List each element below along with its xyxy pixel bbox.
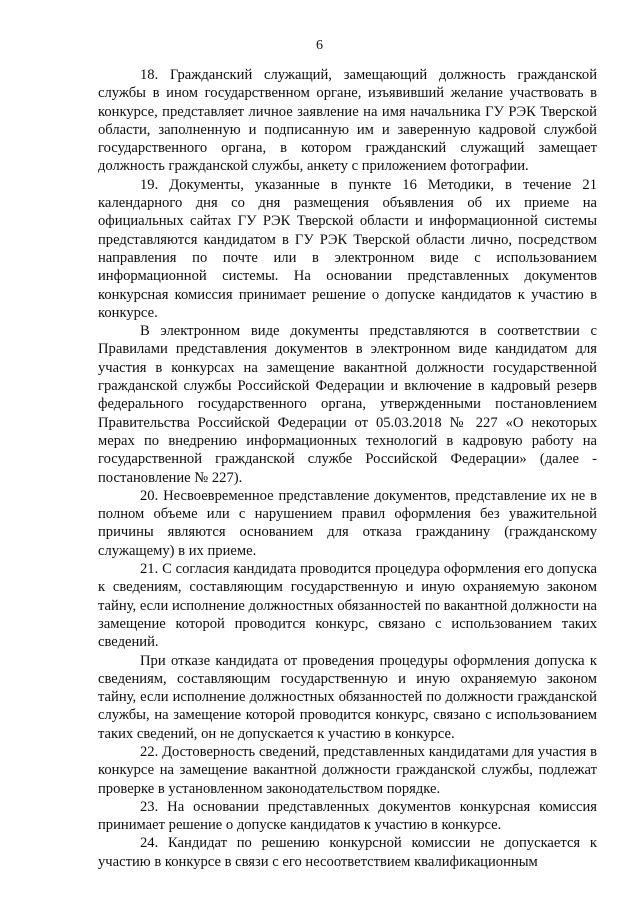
paragraph-24: 24. Кандидат по решению конкурсной комиссии не допускается к участию в конкурсе в связи с его несоответствием квалификационным: [98, 835, 597, 870]
paragraph-23: 23. На основании представленных документов конкурсная комиссия принимает решение о допуске кандидатов к участию в конкурсе.: [98, 798, 597, 834]
page-number: 6: [316, 38, 323, 53]
paragraph-18: 18. Гражданский служащий, замещающий должность гражданской службы в ином государственном органе, изъявивший желание участвовать в конкурсе, представляет личное заявление на имя начальника ГУ РЭК Тверской области, заполненную и подписанную им и заверенную кадровой службой государственного органа, в котором гражданский служащий замещает должность гражданской службы, анкету с приложением фотографии.: [98, 67, 597, 175]
paragraph-19-electronic: В электронном виде документы представляются в соответствии с Правилами представления документов в электронном виде кандидатом для участия в конкурсах на замещение вакантной должности государственной гражданской службы Российской Федерации и включение в кадровый резерв федерального государственного органа, утвержденными постановлением Правительства Российской Федерации от 05.03.2018 № 227 «О некоторых мерах по внедрению информационных технологий в кадровую работу на государственной гражданской службе Российской Федерации» (далее - постановление № 227).: [98, 323, 597, 486]
paragraph-22: 22. Достоверность сведений, представленных кандидатами для участия в конкурсе на замещение вакантной должности гражданской службы, подлежат проверке в установленном законодательством порядке.: [98, 743, 597, 797]
paragraph-19: 19. Документы, указанные в пункте 16 Методики, в течение 21 календарного дня со дня размещения объявления об их приеме на официальных сайтах ГУ РЭК Тверской области и информационной системы представляются кандидатом в ГУ РЭК Тверской области лично, посредством направления по почте или в электронном виде с использованием информационной системы. На основании представленных документов конкурсная комиссия принимает решение о допуске кандидатов к участию в конкурсе.: [98, 176, 597, 321]
paragraph-21: 21. С согласия кандидата проводится процедура оформления его допуска к сведениям, составляющим государственную и иную охраняемую законом тайну, если исполнение должностных обязанностей по вакантной должности на замещение которой проводится конкурс, связано с использованием таких сведений.: [98, 561, 597, 651]
paragraph-20: 20. Несвоевременное представление документов, представление их не в полном объеме или с нарушением правил оформления без уважительной причины являются основанием для отказа гражданину (гражданскому служащему) в их приеме.: [98, 487, 597, 559]
paragraph-21-refusal: При отказе кандидата от проведения процедуры оформления допуска к сведениям, составляющим государственную и иную охраняемую законом тайну, если исполнение должностных обязанностей по должности гражданской службы, на замещение которой проводится конкурс, связано с использованием таких сведений, он не допускается к участию в конкурсе.: [98, 652, 597, 742]
document-body: [98, 66, 597, 871]
